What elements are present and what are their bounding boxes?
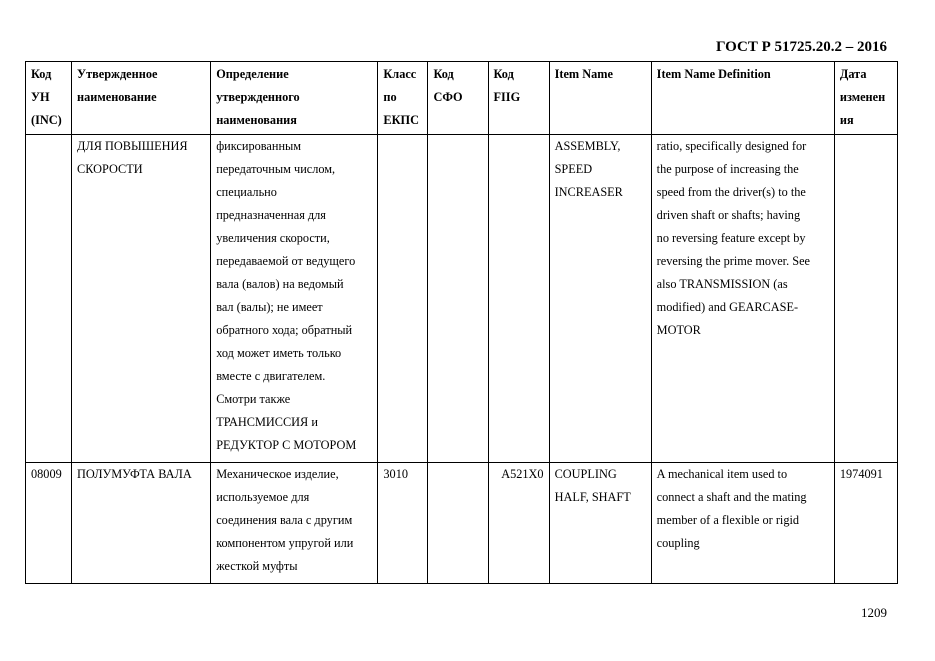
- cell-name-definition-line: фиксированным: [216, 139, 302, 153]
- cell-approved-name-line: ПОЛУМУФТА ВАЛА: [77, 467, 192, 481]
- header-inc-code-line: (INC): [31, 113, 62, 127]
- header-sfo-code-line: СФО: [433, 90, 463, 104]
- cell-name-definition-line: специально: [216, 185, 277, 199]
- header-ekps-class-line: Класс: [383, 67, 417, 81]
- header-approved-name: [72, 62, 211, 135]
- cell-approved-name-line: ДЛЯ ПОВЫШЕНИЯ: [77, 139, 188, 153]
- cell-item-name-definition-line: connect a shaft and the mating: [656, 490, 807, 504]
- header-sfo-code: [428, 62, 488, 135]
- header-fiig-code-line: Код: [493, 67, 514, 81]
- header-name-definition-line: Определение: [216, 67, 289, 81]
- cell-sfo-code: [428, 135, 488, 463]
- cell-name-definition-line: жесткой муфты: [216, 559, 298, 573]
- cell-name-definition-line: увеличения скорости,: [216, 231, 330, 245]
- cell-item-name-definition-line: driven shaft or shafts; having: [656, 208, 801, 222]
- cell-inc-code: [26, 135, 72, 463]
- header-approved-name-line: наименование: [77, 90, 157, 104]
- cell-name-definition-line: вал (валы); не имеет: [216, 300, 323, 314]
- cell-item-name-line: HALF, SHAFT: [554, 490, 631, 504]
- cell-item-name-definition-line: MOTOR: [656, 323, 701, 337]
- table-header: [26, 62, 898, 135]
- cell-item-name-definition-line: coupling: [656, 536, 700, 550]
- cell-name-definition-line: РЕДУКТОР С МОТОРОМ: [216, 438, 357, 452]
- cell-item-name-definition-line: ratio, specifically designed for: [656, 139, 807, 153]
- cell-item-name-definition: [651, 135, 834, 463]
- table-row: [26, 463, 898, 584]
- cell-approved-name: [72, 135, 211, 463]
- cell-inc-code-line: 08009: [31, 467, 62, 481]
- cell-name-definition-line: вместе с двигателем.: [216, 369, 326, 383]
- cell-fiig-code: [488, 463, 549, 584]
- page-number: 1209: [861, 605, 887, 620]
- cell-item-name-definition-line: modified) and GEARCASE-: [656, 300, 799, 314]
- cell-ekps-class: [378, 135, 428, 463]
- item-name-table: [25, 61, 898, 584]
- table-body: [26, 135, 898, 584]
- cell-inc-code: [26, 463, 72, 584]
- cell-item-name-line: COUPLING: [554, 467, 617, 481]
- cell-sfo-code: [428, 463, 488, 584]
- cell-item-name: [549, 463, 651, 584]
- header-item-name: [549, 62, 651, 135]
- cell-fiig-code-line: A521X0: [501, 467, 544, 481]
- header-name-definition: [211, 62, 378, 135]
- cell-item-name-definition-line: no reversing feature except by: [656, 231, 806, 245]
- header-sfo-code-line: Код: [433, 67, 454, 81]
- cell-item-name-definition-line: speed from the driver(s) to the: [656, 185, 806, 199]
- header-fiig-code-line: FIIG: [493, 90, 521, 104]
- cell-name-definition-line: передаваемой от ведущего: [216, 254, 356, 268]
- cell-ekps-class-line: 3010: [383, 467, 408, 481]
- cell-change-date-line: 1974091: [839, 467, 883, 481]
- header-item-name-line: Item Name: [554, 67, 613, 81]
- cell-item-name-line: ASSEMBLY,: [554, 139, 621, 153]
- table-row: [26, 135, 898, 463]
- header-item-name-definition-line: Item Name Definition: [656, 67, 771, 81]
- cell-name-definition-line: компонентом упругой или: [216, 536, 354, 550]
- header-change-date-line: ия: [839, 113, 854, 127]
- header-inc-code-line: Код: [31, 67, 52, 81]
- cell-item-name-line: SPEED: [554, 162, 593, 176]
- cell-approved-name-line: СКОРОСТИ: [77, 162, 143, 176]
- document-code: ГОСТ Р 51725.20.2 – 2016: [715, 39, 887, 55]
- cell-item-name-definition-line: the purpose of increasing the: [656, 162, 799, 176]
- cell-name-definition-line: Механическое изделие,: [216, 467, 339, 481]
- header-ekps-class-line: ЕКПС: [383, 113, 419, 127]
- cell-fiig-code: [488, 135, 549, 463]
- cell-item-name-definition-line: reversing the prime mover. See: [656, 254, 810, 268]
- cell-item-name-definition: [651, 463, 834, 584]
- cell-item-name-definition-line: A mechanical item used to: [656, 467, 788, 481]
- header-change-date-line: Дата: [839, 67, 867, 81]
- cell-name-definition-line: предназначенная для: [216, 208, 326, 222]
- cell-ekps-class: [378, 463, 428, 584]
- cell-item-name-line: INCREASER: [554, 185, 623, 199]
- header-approved-name-line: Утвержденное: [77, 67, 158, 81]
- cell-name-definition-line: ТРАНСМИССИЯ и: [216, 415, 318, 429]
- cell-change-date: [834, 463, 897, 584]
- cell-item-name-definition-line: also TRANSMISSION (as: [656, 277, 788, 291]
- header-inc-code-line: УН: [31, 90, 50, 104]
- cell-name-definition-line: вала (валов) на ведомый: [216, 277, 344, 291]
- cell-name-definition-line: обратного хода; обратный: [216, 323, 353, 337]
- header-name-definition-line: утвержденного: [216, 90, 300, 104]
- cell-change-date: [834, 135, 897, 463]
- header-inc-code: [26, 62, 72, 135]
- cell-name-definition: [211, 135, 378, 463]
- cell-name-definition-line: соединения вала с другим: [216, 513, 353, 527]
- header-fiig-code: [488, 62, 549, 135]
- header-change-date-line: изменен: [839, 90, 886, 104]
- cell-item-name: [549, 135, 651, 463]
- cell-name-definition-line: передаточным числом,: [216, 162, 336, 176]
- cell-name-definition-line: ход может иметь только: [216, 346, 342, 360]
- cell-approved-name: [72, 463, 211, 584]
- header-name-definition-line: наименования: [216, 113, 297, 127]
- header-ekps-class: [378, 62, 428, 135]
- header-ekps-class-line: по: [383, 90, 397, 104]
- cell-name-definition-line: Смотри также: [216, 392, 291, 406]
- cell-name-definition: [211, 463, 378, 584]
- header-change-date: [834, 62, 897, 135]
- cell-name-definition-line: используемое для: [216, 490, 310, 504]
- header-item-name-definition: [651, 62, 834, 135]
- cell-item-name-definition-line: member of a flexible or rigid: [656, 513, 800, 527]
